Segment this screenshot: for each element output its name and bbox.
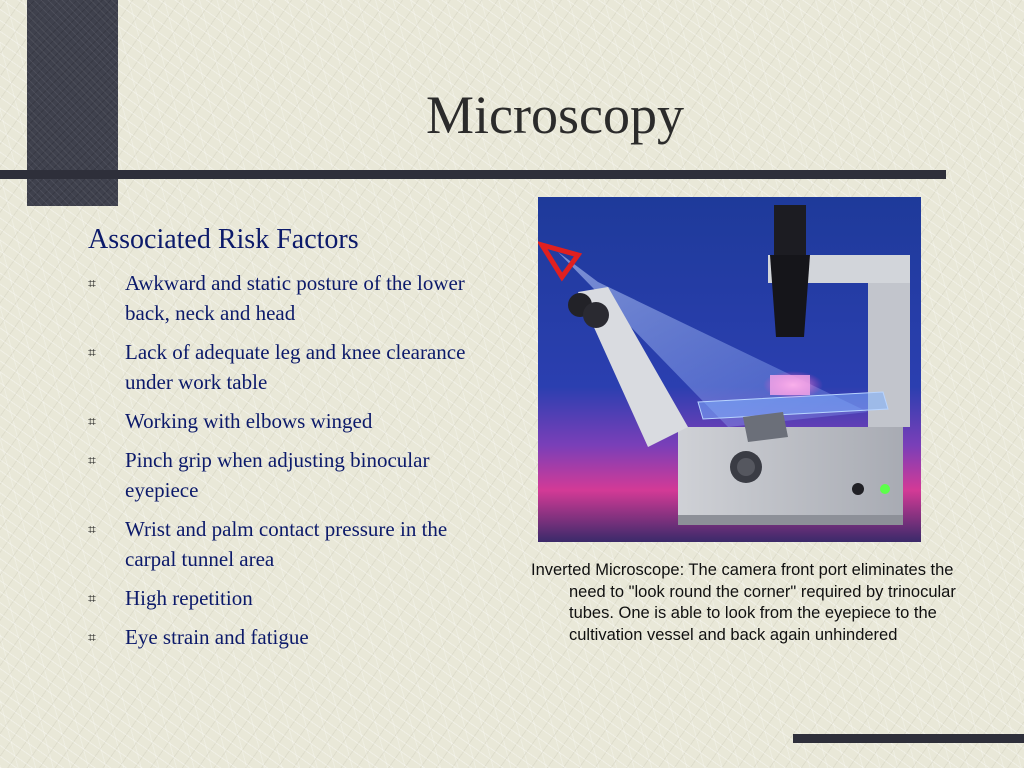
list-item-text: Eye strain and fatigue <box>125 625 309 649</box>
list-item <box>88 268 498 328</box>
list-item <box>88 445 498 505</box>
list-item-text: High repetition <box>125 586 253 610</box>
microscope-photo <box>538 197 921 542</box>
list-item-text: Awkward and static posture of the lower back, neck and head <box>125 271 465 325</box>
section-heading: Associated Risk Factors <box>88 224 359 255</box>
list-item-text: Working with elbows winged <box>125 409 373 433</box>
list-item-text: Wrist and palm contact pressure in the carpal tunnel area <box>125 517 448 571</box>
slide-title: Microscopy <box>426 85 684 145</box>
photo-caption: Inverted Microscope: The camera front port eliminates the need to "look round the corner" required by trinocular tubes. One is able to look from the eyepiece to the cultivation vessel and back again unhindered <box>531 561 956 644</box>
bullet-icon: ⌗ <box>88 276 96 292</box>
inverted-microscope-illustration <box>538 197 921 542</box>
bullet-icon: ⌗ <box>88 630 96 646</box>
bullet-icon: ⌗ <box>88 414 96 430</box>
list-item <box>88 622 498 652</box>
list-item-text: Lack of adequate leg and knee clearance under work table <box>125 340 466 394</box>
list-item <box>88 337 498 397</box>
bullet-icon: ⌗ <box>88 345 96 361</box>
bullet-icon: ⌗ <box>88 522 96 538</box>
bullet-icon: ⌗ <box>88 453 96 469</box>
risk-factor-list <box>88 268 498 661</box>
bullet-icon: ⌗ <box>88 591 96 607</box>
footer-divider-line <box>793 734 1024 743</box>
list-item-text: Pinch grip when adjusting binocular eyepiece <box>125 448 430 502</box>
title-divider-line <box>0 170 946 179</box>
list-item <box>88 406 498 436</box>
list-item <box>88 514 498 574</box>
list-item <box>88 583 498 613</box>
